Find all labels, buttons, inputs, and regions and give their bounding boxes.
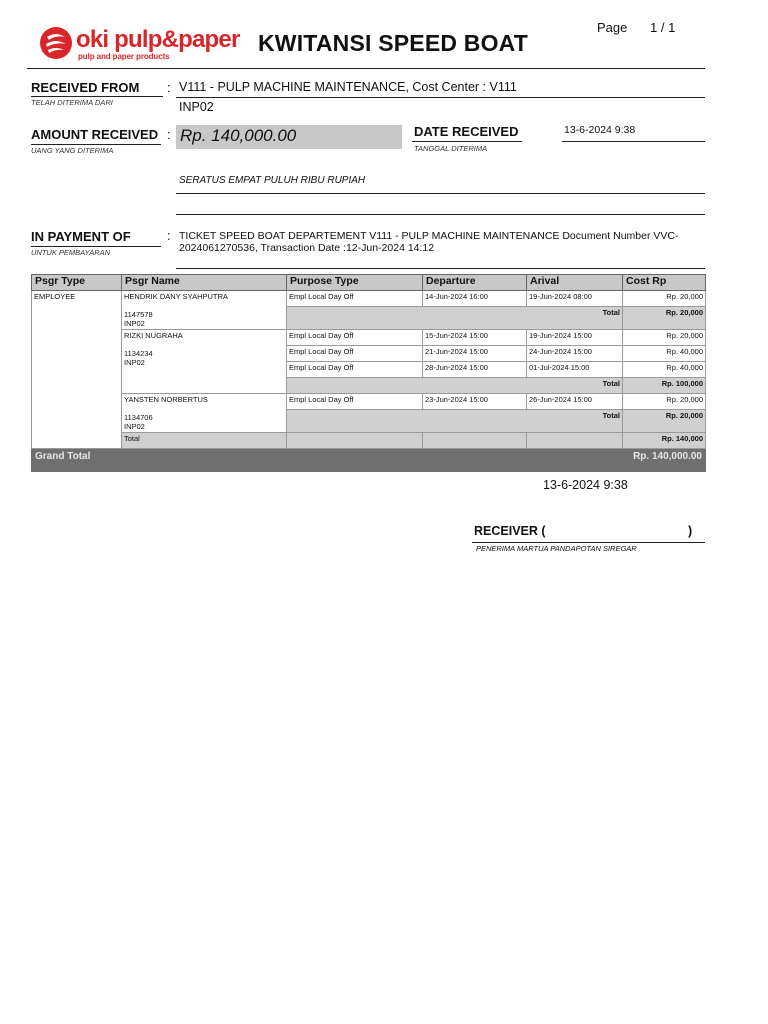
psgr-name: RIZKI NUGRAHA xyxy=(124,331,183,340)
date-received-label: DATE RECEIVED xyxy=(414,124,519,139)
arival-cell: 19-Jun-2024 15:00 xyxy=(527,330,623,346)
received-from-label: RECEIVED FROM xyxy=(31,80,140,95)
company-logo-icon xyxy=(40,27,72,59)
passenger-table xyxy=(31,274,706,472)
psgr-name: HENDRIK DANY SYAHPUTRA xyxy=(124,292,228,301)
psgr-name-cell xyxy=(122,291,287,330)
departure-cell: 23-Jun-2024 15:00 xyxy=(423,394,527,410)
psgr-id: 1134234 xyxy=(124,349,153,358)
header-cost: Cost Rp xyxy=(623,275,706,291)
psgr-name-cell xyxy=(122,330,287,394)
words-underline-1 xyxy=(176,193,705,194)
grand-total-value: Rp. 140,000.00 xyxy=(623,449,706,472)
table-header-row xyxy=(32,275,706,291)
receiver-name: PENERIMA MARTUA PANDAPOTAN SIREGAR xyxy=(476,544,637,553)
header-departure: Departure xyxy=(423,275,527,291)
receiver-signature-line xyxy=(472,542,705,543)
table-row xyxy=(32,291,706,307)
in-payment-of-colon: : xyxy=(167,228,171,243)
psgr-name: YANSTEN NORBERTUS xyxy=(124,395,208,404)
cost-cell: Rp. 20,000 xyxy=(623,291,706,307)
header-psgr-name: Psgr Name xyxy=(122,275,287,291)
arival-cell: 01-Jul-2024 15:00 xyxy=(527,362,623,378)
type-total-label: Total xyxy=(122,433,287,449)
received-from-sublabel: TELAH DITERIMA DARI xyxy=(31,98,113,107)
type-total-empty-2 xyxy=(423,433,527,449)
amount-received-colon: : xyxy=(167,127,171,142)
page-number: 1 / 1 xyxy=(650,20,676,35)
type-total-row xyxy=(32,433,706,449)
subtotal-value: Rp. 100,000 xyxy=(623,378,706,394)
in-payment-of-value: TICKET SPEED BOAT DEPARTEMENT V111 - PULP MACHINE MAINTENANCE Document Number VVC-2024061270536, Transaction Date :12-Jun-2024 14:12 xyxy=(179,230,679,254)
date-received-sublabel: TANGGAL DITERIMA xyxy=(414,144,488,153)
psgr-unit: INP02 xyxy=(124,319,145,328)
subtotal-label: Total xyxy=(287,378,623,394)
grand-total-row xyxy=(32,449,706,472)
header-purpose-type: Purpose Type xyxy=(287,275,423,291)
psgr-unit: INP02 xyxy=(124,422,145,431)
amount-received-value: Rp. 140,000.00 xyxy=(180,126,297,145)
cost-cell: Rp. 40,000 xyxy=(623,362,706,378)
purpose-cell: Empl Local Day Off xyxy=(287,394,423,410)
psgr-id: 1134706 xyxy=(124,413,153,422)
received-from-value-underline xyxy=(176,97,705,98)
in-payment-of-sublabel: UNTUK PEMBAYARAN xyxy=(31,248,111,257)
departure-cell: 21-Jun-2024 15:00 xyxy=(423,346,527,362)
received-from-value-2: INP02 xyxy=(179,100,214,114)
arival-cell: 24-Jun-2024 15:00 xyxy=(527,346,623,362)
cost-cell: Rp. 20,000 xyxy=(623,394,706,410)
in-payment-of-label: IN PAYMENT OF xyxy=(31,229,131,244)
purpose-cell: Empl Local Day Off xyxy=(287,362,423,378)
purpose-cell: Empl Local Day Off xyxy=(287,291,423,307)
psgr-type-cell: EMPLOYEE xyxy=(32,291,122,449)
departure-cell: 15-Jun-2024 15:00 xyxy=(423,330,527,346)
amount-received-label: AMOUNT RECEIVED xyxy=(31,127,159,142)
page-label: Page xyxy=(597,20,628,35)
departure-cell: 14-Jun-2024 16:00 xyxy=(423,291,527,307)
words-underline-2 xyxy=(176,214,705,215)
departure-cell: 28-Jun-2024 15:00 xyxy=(423,362,527,378)
receiver-close-paren: ) xyxy=(688,524,693,538)
footer-date: 13-6-2024 9:38 xyxy=(543,478,628,492)
purpose-cell: Empl Local Day Off xyxy=(287,330,423,346)
type-total-empty-3 xyxy=(527,433,623,449)
date-received-value: 13-6-2024 9:38 xyxy=(564,124,636,136)
cost-cell: Rp. 20,000 xyxy=(623,330,706,346)
company-logo-tagline: pulp and paper products xyxy=(78,52,170,61)
amount-received-label-underline xyxy=(31,144,161,145)
header-psgr-type: Psgr Type xyxy=(32,275,122,291)
company-logo-text: oki pulp&paper xyxy=(76,26,240,53)
psgr-unit: INP02 xyxy=(124,358,145,367)
date-received-value-underline xyxy=(562,141,705,142)
arival-cell: 19-Jun-2024 08:00 xyxy=(527,291,623,307)
grand-total-label: Grand Total xyxy=(32,449,623,472)
received-from-value: V111 - PULP MACHINE MAINTENANCE, Cost Center : V111 xyxy=(179,80,517,94)
amount-in-words: SERATUS EMPAT PULUH RIBU RUPIAH xyxy=(179,175,366,186)
psgr-id: 1147578 xyxy=(124,310,153,319)
header-arival: Arival xyxy=(527,275,623,291)
type-total-value: Rp. 140,000 xyxy=(623,433,706,449)
header-divider xyxy=(27,68,705,69)
in-payment-of-label-underline xyxy=(31,246,161,247)
amount-received-sublabel: UANG YANG DITERIMA xyxy=(31,146,114,155)
table-row xyxy=(32,394,706,410)
received-from-label-underline xyxy=(31,96,163,97)
received-from-colon: : xyxy=(167,80,171,95)
type-total-empty-1 xyxy=(287,433,423,449)
document-title: KWITANSI SPEED BOAT xyxy=(258,30,529,56)
subtotal-label: Total xyxy=(287,307,623,330)
date-received-label-underline xyxy=(412,141,522,142)
payment-underline xyxy=(176,268,705,269)
subtotal-value: Rp. 20,000 xyxy=(623,307,706,330)
psgr-name-cell xyxy=(122,394,287,433)
receiver-label: RECEIVER ( xyxy=(474,524,546,538)
table-row xyxy=(32,330,706,346)
cost-cell: Rp. 40,000 xyxy=(623,346,706,362)
subtotal-value: Rp. 20,000 xyxy=(623,410,706,433)
arival-cell: 26-Jun-2024 15:00 xyxy=(527,394,623,410)
purpose-cell: Empl Local Day Off xyxy=(287,346,423,362)
subtotal-label: Total xyxy=(287,410,623,433)
